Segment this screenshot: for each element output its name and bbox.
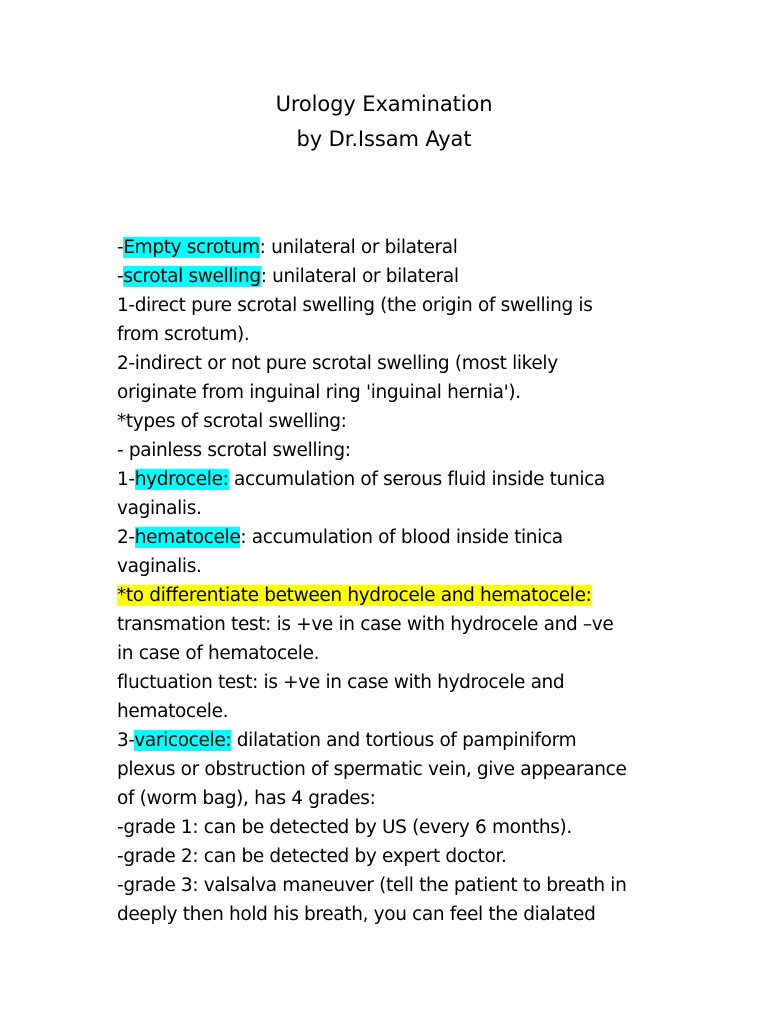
line-prefix: 2- (117, 527, 135, 548)
highlighted-term: varicocele: (134, 730, 232, 751)
line-text: : unilateral or bilateral (259, 237, 458, 258)
text-line: 2-indirect or not pure scrotal swelling (most likely (117, 353, 558, 374)
text-line (117, 581, 677, 610)
line-prefix: 3- (117, 730, 135, 751)
highlighted-term: hematocele (134, 527, 241, 548)
text-line: vaginalis. (117, 498, 202, 519)
text-line: 1-direct pure scrotal swelling (the origin of swelling is (117, 295, 593, 316)
text-line: - painless scrotal swelling: (117, 440, 351, 461)
document-body (117, 233, 677, 929)
text-line (117, 465, 677, 494)
text-line (117, 233, 677, 262)
highlighted-term: hydrocele: (134, 469, 229, 490)
line-text: dilatation and tortious of pampiniform (231, 730, 577, 751)
text-line: hematocele. (117, 701, 229, 722)
text-line (117, 523, 677, 552)
text-line: deeply then hold his breath, you can feel the dialated (117, 904, 596, 925)
line-prefix: - (117, 237, 124, 258)
text-line: from scrotum). (117, 324, 250, 345)
text-line: -grade 3: valsalva maneuver (tell the patient to breath in (117, 875, 627, 896)
highlighted-heading: *to differentiate between hydrocele and hematocele: (117, 585, 592, 606)
document-author: by Dr.Issam Ayat (296, 127, 472, 151)
text-line: originate from inguinal ring 'inguinal hernia'). (117, 382, 521, 403)
text-line: -grade 1: can be detected by US (every 6 months). (117, 817, 572, 838)
text-line: of (worm bag), has 4 grades: (117, 788, 376, 809)
text-line: in case of hematocele. (117, 643, 320, 664)
text-line: plexus or obstruction of spermatic vein, give appearance (117, 759, 627, 780)
text-line (117, 726, 677, 755)
text-line (117, 262, 677, 291)
line-text: : accumulation of blood inside tinica (240, 527, 563, 548)
line-text: accumulation of serous fluid inside tunica (228, 469, 605, 490)
line-prefix: 1- (117, 469, 135, 490)
text-line: fluctuation test: is +ve in case with hydrocele and (117, 672, 565, 693)
text-line: *types of scrotal swelling: (117, 411, 347, 432)
line-text: : unilateral or bilateral (260, 266, 459, 287)
highlighted-term: scrotal swelling (123, 266, 261, 287)
line-prefix: - (117, 266, 124, 287)
highlighted-term: Empty scrotum (123, 237, 260, 258)
text-line: transmation test: is +ve in case with hydrocele and –ve (117, 614, 614, 635)
text-line: -grade 2: can be detected by expert doctor. (117, 846, 507, 867)
text-line: vaginalis. (117, 556, 202, 577)
document-title: Urology Examination (275, 92, 493, 116)
